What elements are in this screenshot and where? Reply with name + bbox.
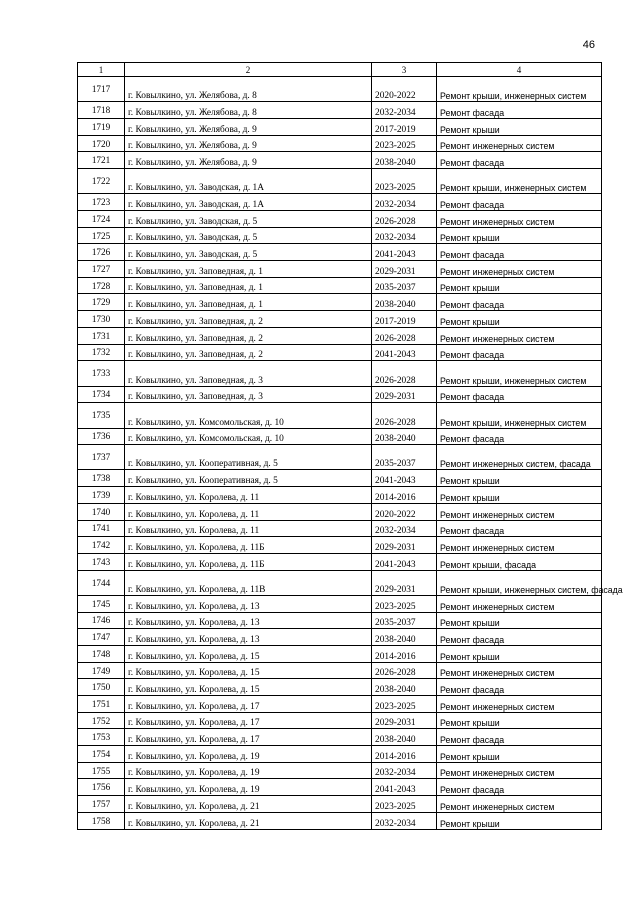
address-cell: г. Ковылкино, ул. Заповедная, д. 2 — [125, 327, 372, 344]
table-row — [78, 696, 602, 713]
period-cell: 2038-2040 — [372, 294, 437, 311]
address-cell: г. Ковылкино, ул. Заповедная, д. 3 — [125, 361, 372, 386]
period-cell: 2032-2034 — [372, 227, 437, 244]
address-cell: г. Ковылкино, ул. Заповедная, д. 2 — [125, 344, 372, 361]
address-cell: г. Ковылкино, ул. Заводская, д. 5 — [125, 227, 372, 244]
address-cell: г. Ковылкино, ул. Королева, д. 21 — [125, 812, 372, 829]
table-row — [78, 679, 602, 696]
work-type-cell: Ремонт инженерных систем — [437, 135, 602, 152]
row-number-cell: 1743 — [78, 553, 125, 570]
row-number-cell: 1757 — [78, 796, 125, 813]
address-cell: г. Ковылкино, ул. Королева, д. 17 — [125, 712, 372, 729]
period-cell: 2032-2034 — [372, 102, 437, 119]
table-row — [78, 612, 602, 629]
period-cell: 2014-2016 — [372, 746, 437, 763]
row-number-cell: 1723 — [78, 194, 125, 211]
table-row — [78, 570, 602, 595]
period-cell: 2017-2019 — [372, 311, 437, 328]
page-number: 46 — [582, 39, 595, 51]
table-row — [78, 311, 602, 328]
row-number-cell: 1724 — [78, 211, 125, 228]
table-row — [78, 361, 602, 386]
period-cell: 2029-2031 — [372, 712, 437, 729]
work-type-cell: Ремонт крыши, инженерных систем — [437, 403, 602, 428]
row-number-cell: 1747 — [78, 629, 125, 646]
table-row — [78, 77, 602, 102]
table-row — [78, 227, 602, 244]
row-number-cell: 1725 — [78, 227, 125, 244]
address-cell: г. Ковылкино, ул. Желябова, д. 9 — [125, 152, 372, 169]
table-row — [78, 712, 602, 729]
row-number-cell: 1740 — [78, 503, 125, 520]
address-cell: г. Ковылкино, ул. Королева, д. 13 — [125, 629, 372, 646]
period-cell: 2038-2040 — [372, 679, 437, 696]
address-cell: г. Ковылкино, ул. Желябова, д. 9 — [125, 135, 372, 152]
address-cell: г. Ковылкино, ул. Заповедная, д. 2 — [125, 311, 372, 328]
address-cell: г. Ковылкино, ул. Желябова, д. 8 — [125, 102, 372, 119]
address-cell: г. Ковылкино, ул. Королева, д. 21 — [125, 796, 372, 813]
table-row — [78, 503, 602, 520]
work-type-cell: Ремонт инженерных систем — [437, 662, 602, 679]
table-row — [78, 762, 602, 779]
table-row — [78, 211, 602, 228]
row-number-cell: 1742 — [78, 537, 125, 554]
address-cell: г. Ковылкино, ул. Желябова, д. 8 — [125, 77, 372, 102]
work-type-cell: Ремонт фасада — [437, 194, 602, 211]
address-cell: г. Ковылкино, ул. Королева, д. 11В — [125, 570, 372, 595]
period-cell: 2026-2028 — [372, 211, 437, 228]
table-row — [78, 595, 602, 612]
work-type-cell: Ремонт крыши — [437, 277, 602, 294]
work-type-cell: Ремонт инженерных систем — [437, 796, 602, 813]
work-type-cell: Ремонт крыши — [437, 118, 602, 135]
work-type-cell: Ремонт крыши — [437, 712, 602, 729]
period-cell: 2020-2022 — [372, 503, 437, 520]
column-header-2: 2 — [125, 63, 372, 77]
period-cell: 2041-2043 — [372, 344, 437, 361]
table-row — [78, 118, 602, 135]
address-cell: г. Ковылкино, ул. Комсомольская, д. 10 — [125, 403, 372, 428]
work-type-cell: Ремонт крыши, инженерных систем — [437, 361, 602, 386]
address-cell: г. Ковылкино, ул. Королева, д. 15 — [125, 645, 372, 662]
address-cell: г. Ковылкино, ул. Желябова, д. 9 — [125, 118, 372, 135]
row-number-cell: 1733 — [78, 361, 125, 386]
work-type-cell: Ремонт инженерных систем — [437, 211, 602, 228]
row-number-cell: 1728 — [78, 277, 125, 294]
table-row — [78, 169, 602, 194]
address-cell: г. Ковылкино, ул. Королева, д. 17 — [125, 696, 372, 713]
period-cell: 2020-2022 — [372, 77, 437, 102]
work-type-cell: Ремонт крыши — [437, 470, 602, 487]
address-cell: г. Ковылкино, ул. Королева, д. 15 — [125, 662, 372, 679]
work-type-cell: Ремонт инженерных систем — [437, 696, 602, 713]
table-row — [78, 244, 602, 261]
address-cell: г. Ковылкино, ул. Заповедная, д. 1 — [125, 277, 372, 294]
table-row — [78, 344, 602, 361]
table-row — [78, 645, 602, 662]
row-number-cell: 1755 — [78, 762, 125, 779]
period-cell: 2032-2034 — [372, 812, 437, 829]
period-cell: 2041-2043 — [372, 470, 437, 487]
address-cell: г. Ковылкино, ул. Королева, д. 11 — [125, 487, 372, 504]
period-cell: 2038-2040 — [372, 152, 437, 169]
work-type-cell: Ремонт фасада — [437, 386, 602, 403]
table-row — [78, 102, 602, 119]
period-cell: 2029-2031 — [372, 386, 437, 403]
table-row — [78, 553, 602, 570]
period-cell: 2026-2028 — [372, 327, 437, 344]
address-cell: г. Ковылкино, ул. Королева, д. 19 — [125, 779, 372, 796]
row-number-cell: 1735 — [78, 403, 125, 428]
work-type-cell: Ремонт инженерных систем — [437, 503, 602, 520]
period-cell: 2032-2034 — [372, 762, 437, 779]
table-row — [78, 327, 602, 344]
row-number-cell: 1756 — [78, 779, 125, 796]
period-cell: 2023-2025 — [372, 135, 437, 152]
table-row — [78, 470, 602, 487]
work-type-cell: Ремонт инженерных систем — [437, 595, 602, 612]
address-cell: г. Ковылкино, ул. Королева, д. 11 — [125, 503, 372, 520]
row-number-cell: 1750 — [78, 679, 125, 696]
work-type-cell: Ремонт фасада — [437, 344, 602, 361]
column-header-3: 3 — [372, 63, 437, 77]
period-cell: 2023-2025 — [372, 595, 437, 612]
row-number-cell: 1726 — [78, 244, 125, 261]
address-cell: г. Ковылкино, ул. Заводская, д. 5 — [125, 244, 372, 261]
table-row — [78, 261, 602, 278]
period-cell: 2023-2025 — [372, 169, 437, 194]
work-type-cell: Ремонт фасада — [437, 629, 602, 646]
table-row — [78, 277, 602, 294]
period-cell: 2032-2034 — [372, 194, 437, 211]
address-cell: г. Ковылкино, ул. Королева, д. 15 — [125, 679, 372, 696]
row-number-cell: 1722 — [78, 169, 125, 194]
period-cell: 2035-2037 — [372, 612, 437, 629]
address-cell: г. Ковылкино, ул. Королева, д. 11Б — [125, 537, 372, 554]
row-number-cell: 1754 — [78, 746, 125, 763]
column-header-1: 1 — [78, 63, 125, 77]
period-cell: 2023-2025 — [372, 696, 437, 713]
address-cell: г. Ковылкино, ул. Заповедная, д. 1 — [125, 261, 372, 278]
work-type-cell: Ремонт крыши, инженерных систем — [437, 169, 602, 194]
work-type-cell: Ремонт крыши — [437, 311, 602, 328]
table-row — [78, 487, 602, 504]
period-cell: 2032-2034 — [372, 520, 437, 537]
address-cell: г. Ковылкино, ул. Комсомольская, д. 10 — [125, 428, 372, 445]
row-number-cell: 1730 — [78, 311, 125, 328]
work-type-cell: Ремонт фасада — [437, 679, 602, 696]
table-row — [78, 662, 602, 679]
address-cell: г. Ковылкино, ул. Королева, д. 11Б — [125, 553, 372, 570]
period-cell: 2035-2037 — [372, 445, 437, 470]
period-cell: 2038-2040 — [372, 729, 437, 746]
row-number-cell: 1731 — [78, 327, 125, 344]
address-cell: г. Ковылкино, ул. Кооперативная, д. 5 — [125, 470, 372, 487]
period-cell: 2017-2019 — [372, 118, 437, 135]
period-cell: 2035-2037 — [372, 277, 437, 294]
table-row — [78, 779, 602, 796]
table-row — [78, 537, 602, 554]
period-cell: 2026-2028 — [372, 662, 437, 679]
address-cell: г. Ковылкино, ул. Кооперативная, д. 5 — [125, 445, 372, 470]
table-row — [78, 629, 602, 646]
row-number-cell: 1718 — [78, 102, 125, 119]
period-cell: 2041-2043 — [372, 244, 437, 261]
table-row — [78, 403, 602, 428]
period-cell: 2041-2043 — [372, 553, 437, 570]
row-number-cell: 1737 — [78, 445, 125, 470]
work-type-cell: Ремонт инженерных систем — [437, 762, 602, 779]
address-cell: г. Ковылкино, ул. Заводская, д. 1А — [125, 194, 372, 211]
table-row — [78, 729, 602, 746]
table-row — [78, 445, 602, 470]
period-cell: 2023-2025 — [372, 796, 437, 813]
period-cell: 2014-2016 — [372, 645, 437, 662]
row-number-cell: 1732 — [78, 344, 125, 361]
work-type-cell: Ремонт крыши, инженерных систем, фасада — [437, 570, 602, 595]
table-row — [78, 520, 602, 537]
address-cell: г. Ковылкино, ул. Заводская, д. 5 — [125, 211, 372, 228]
row-number-cell: 1738 — [78, 470, 125, 487]
row-number-cell: 1758 — [78, 812, 125, 829]
work-type-cell: Ремонт фасада — [437, 294, 602, 311]
work-type-cell: Ремонт инженерных систем — [437, 261, 602, 278]
work-type-cell: Ремонт фасада — [437, 779, 602, 796]
work-type-cell: Ремонт фасада — [437, 729, 602, 746]
table-row — [78, 746, 602, 763]
period-cell: 2029-2031 — [372, 570, 437, 595]
row-number-cell: 1729 — [78, 294, 125, 311]
table-row — [78, 796, 602, 813]
table-header-row — [78, 63, 602, 77]
row-number-cell: 1745 — [78, 595, 125, 612]
period-cell: 2029-2031 — [372, 261, 437, 278]
work-type-cell: Ремонт фасада — [437, 152, 602, 169]
period-cell: 2041-2043 — [372, 779, 437, 796]
table-row — [78, 194, 602, 211]
work-type-cell: Ремонт фасада — [437, 520, 602, 537]
address-cell: г. Ковылкино, ул. Заводская, д. 1А — [125, 169, 372, 194]
address-cell: г. Ковылкино, ул. Заповедная, д. 3 — [125, 386, 372, 403]
period-cell: 2026-2028 — [372, 361, 437, 386]
period-cell: 2038-2040 — [372, 629, 437, 646]
row-number-cell: 1736 — [78, 428, 125, 445]
row-number-cell: 1720 — [78, 135, 125, 152]
table-row — [78, 428, 602, 445]
work-type-cell: Ремонт крыши — [437, 612, 602, 629]
row-number-cell: 1744 — [78, 570, 125, 595]
address-cell: г. Ковылкино, ул. Заповедная, д. 1 — [125, 294, 372, 311]
work-type-cell: Ремонт крыши — [437, 746, 602, 763]
row-number-cell: 1741 — [78, 520, 125, 537]
address-cell: г. Ковылкино, ул. Королева, д. 13 — [125, 595, 372, 612]
row-number-cell: 1753 — [78, 729, 125, 746]
row-number-cell: 1746 — [78, 612, 125, 629]
row-number-cell: 1749 — [78, 662, 125, 679]
row-number-cell: 1719 — [78, 118, 125, 135]
work-type-cell: Ремонт фасада — [437, 102, 602, 119]
row-number-cell: 1748 — [78, 645, 125, 662]
table-body — [78, 77, 623, 830]
address-cell: г. Ковылкино, ул. Королева, д. 19 — [125, 746, 372, 763]
address-cell: г. Ковылкино, ул. Королева, д. 19 — [125, 762, 372, 779]
work-type-cell: Ремонт крыши — [437, 487, 602, 504]
row-number-cell: 1721 — [78, 152, 125, 169]
period-cell: 2038-2040 — [372, 428, 437, 445]
work-type-cell: Ремонт инженерных систем — [437, 327, 602, 344]
column-header-4: 4 — [437, 63, 602, 77]
address-cell: г. Ковылкино, ул. Королева, д. 13 — [125, 612, 372, 629]
work-type-cell: Ремонт крыши, инженерных систем — [437, 77, 602, 102]
work-type-cell: Ремонт инженерных систем, фасада — [437, 445, 602, 470]
table-row — [78, 812, 602, 829]
table-row — [78, 152, 602, 169]
table-row — [78, 135, 602, 152]
row-number-cell: 1727 — [78, 261, 125, 278]
work-type-cell: Ремонт крыши, фасада — [437, 553, 602, 570]
work-type-cell: Ремонт крыши — [437, 645, 602, 662]
row-number-cell: 1717 — [78, 77, 125, 102]
work-type-cell: Ремонт инженерных систем — [437, 537, 602, 554]
row-number-cell: 1739 — [78, 487, 125, 504]
period-cell: 2014-2016 — [372, 487, 437, 504]
address-cell: г. Ковылкино, ул. Королева, д. 11 — [125, 520, 372, 537]
period-cell: 2026-2028 — [372, 403, 437, 428]
work-type-cell: Ремонт фасада — [437, 244, 602, 261]
address-cell: г. Ковылкино, ул. Королева, д. 17 — [125, 729, 372, 746]
work-type-cell: Ремонт крыши — [437, 227, 602, 244]
work-type-cell: Ремонт крыши — [437, 812, 602, 829]
row-number-cell: 1734 — [78, 386, 125, 403]
row-number-cell: 1752 — [78, 712, 125, 729]
work-type-cell: Ремонт фасада — [437, 428, 602, 445]
table-row — [78, 294, 602, 311]
period-cell: 2029-2031 — [372, 537, 437, 554]
table-row — [78, 386, 602, 403]
repair-schedule-table — [77, 62, 623, 830]
row-number-cell: 1751 — [78, 696, 125, 713]
